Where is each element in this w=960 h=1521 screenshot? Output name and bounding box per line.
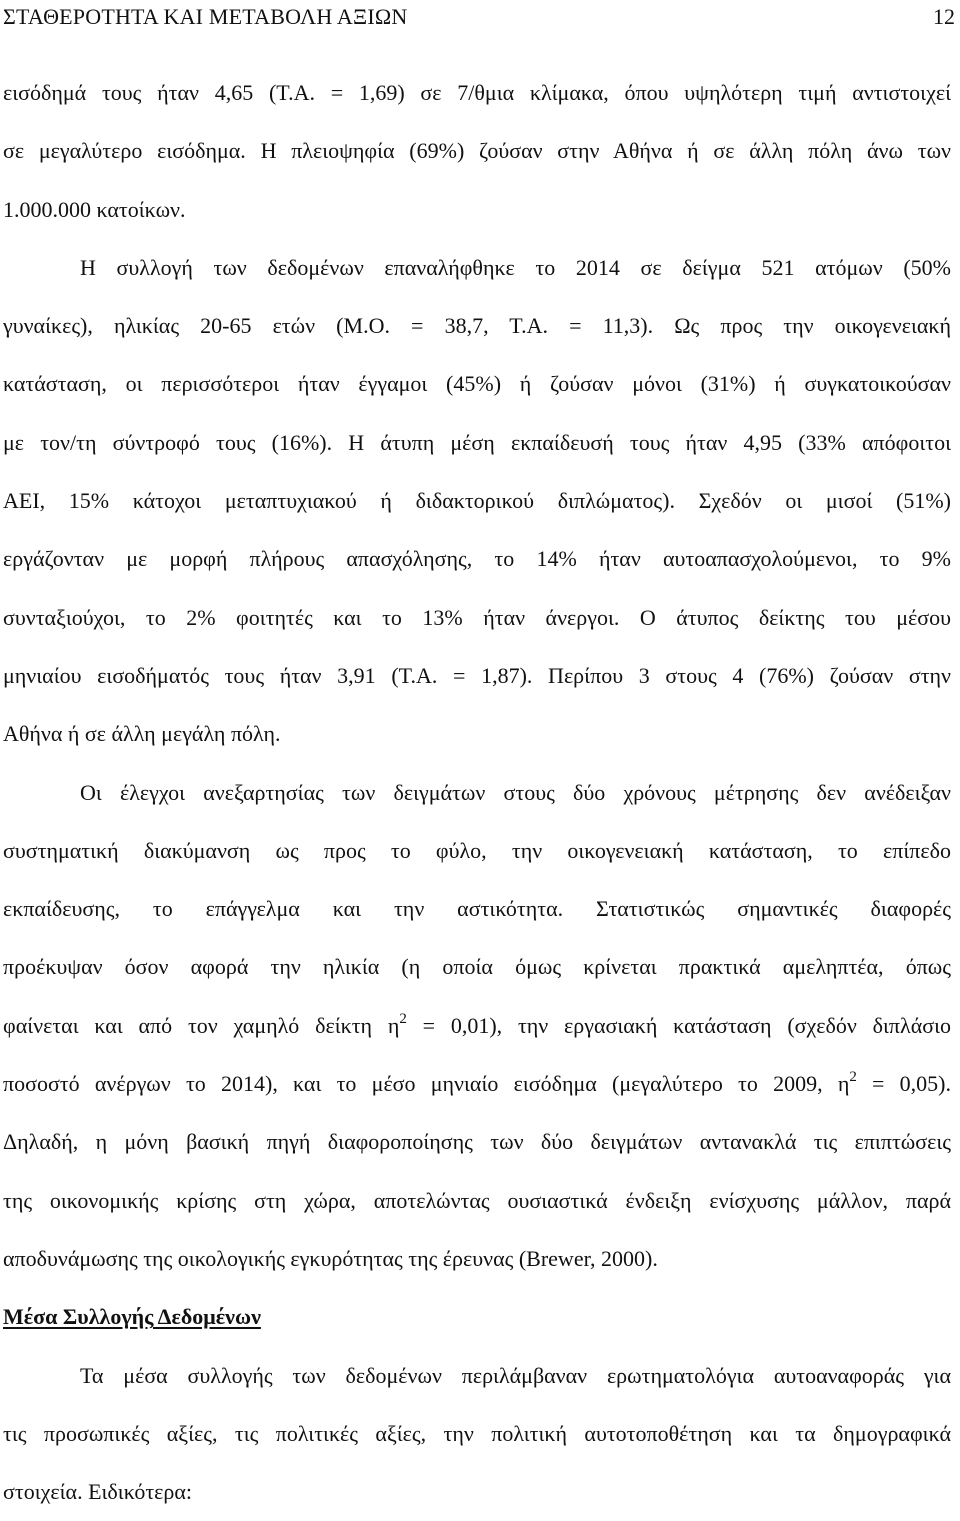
- text-line: εισόδημά τους ήταν 4,65 (Τ.Α. = 1,69) σε 7/θμια κλίμακα, όπου υψηλότερη τιμή αντιστοιχεί: [3, 80, 951, 105]
- superscript: 2: [849, 1069, 857, 1086]
- text-line: 1.000.000 κατοίκων.: [3, 196, 186, 222]
- page-number: 12: [933, 4, 955, 29]
- text-line: συνταξιούχοι, το 2% φοιτητές και το 13% ήταν άνεργοι. Ο άτυπος δείκτης του μέσου: [3, 604, 951, 630]
- text-line: σε μεγαλύτερο εισόδημα. Η πλειοψηφία (69%) ζούσαν στην Αθήνα ή σε άλλη πόλη άνω των: [3, 138, 951, 164]
- text-segment: = 0,05).: [856, 1071, 951, 1097]
- running-title: ΣΤΑΘΕΡΟΤΗΤΑ ΚΑΙ ΜΕΤΑΒΟΛΗ ΑΞΙΩΝ: [3, 4, 408, 29]
- text-line-with-superscript: [3, 1055, 951, 1113]
- text-line: μηνιαίου εισοδήματός τους ήταν 3,91 (Τ.Α. = 1,87). Περίπου 3 στους 4 (76%) ζούσαν στην: [3, 662, 951, 688]
- text-line: Τα μέσα συλλογής των δεδομένων περιλάμβαναν ερωτηματολόγια αυτοαναφοράς για: [80, 1362, 951, 1388]
- running-header: [3, 0, 955, 36]
- text-line: αποδυνάμωσης της οικολογικής εγκυρότητας της έρευνας (Brewer, 2000).: [3, 1245, 658, 1271]
- text-segment: = 0,01), την εργασιακή κατάσταση (σχεδόν διπλάσιο: [406, 1012, 951, 1038]
- text-line: εργάζονταν με μορφή πλήρους απασχόλησης, το 14% ήταν αυτοαπασχολούμενοι, το 9%: [3, 546, 951, 572]
- text-segment: φαίνεται και από τον χαμηλό δείκτη η: [3, 1012, 400, 1038]
- text-line: της οικονομικής κρίσης στη χώρα, αποτελώντας ουσιαστικά ένδειξη ενίσχυσης μάλλον, παρά: [3, 1187, 951, 1213]
- text-line: Δηλαδή, η μόνη βασική πηγή διαφοροποίησης των δύο δειγμάτων αντανακλά τις επιπτώσεις: [3, 1129, 951, 1155]
- text-line: προέκυψαν όσον αφορά την ηλικία (η οποία όμως κρίνεται πρακτικά αμεληπτέα, όπως: [3, 954, 951, 980]
- text-line: τις προσωπικές αξίες, τις πολιτικές αξίες, την πολιτική αυτοτοποθέτηση και τα δημογραφικά: [3, 1420, 951, 1446]
- text-segment: ποσοστό ανέργων το 2014), και το μέσο μηνιαίο εισόδημα (μεγαλύτερο το 2009, η: [3, 1071, 850, 1097]
- text-line-with-superscript: [3, 997, 951, 1055]
- text-line: Η συλλογή των δεδομένων επαναλήφθηκε το 2014 σε δείγμα 521 ατόμων (50%: [80, 254, 951, 280]
- text-line: Αθήνα ή σε άλλη μεγάλη πόλη.: [3, 721, 281, 747]
- text-line: με τον/τη σύντροφό τους (16%). Η άτυπη μέση εκπαίδευσή τους ήταν 4,95 (33% απόφοιτοι: [3, 429, 951, 455]
- superscript: 2: [399, 1010, 407, 1027]
- text-line: ΑΕΙ, 15% κάτοχοι μεταπτυχιακού ή διδακτορικού διπλώματος). Σχεδόν οι μισοί (51%): [3, 488, 951, 514]
- text-line: στοιχεία. Ειδικότερα:: [3, 1479, 193, 1505]
- text-line: Οι έλεγχοι ανεξαρτησίας των δειγμάτων στους δύο χρόνους μέτρησης δεν ανέδειξαν: [80, 779, 951, 805]
- text-line: συστηματική διακύμανση ως προς το φύλο, την οικογενειακή κατάσταση, το επίπεδο: [3, 837, 951, 863]
- text-line: εκπαίδευσης, το επάγγελμα και την αστικότητα. Στατιστικώς σημαντικές διαφορές: [3, 896, 951, 922]
- text-line: γυναίκες), ηλικίας 20-65 ετών (Μ.Ο. = 38,7, Τ.Α. = 11,3). Ως προς την οικογενειακή: [3, 313, 951, 339]
- text-line: κατάσταση, οι περισσότεροι ήταν έγγαμοι (45%) ή ζούσαν μόνοι (31%) ή συγκατοικούσαν: [3, 371, 951, 397]
- section-heading: Μέσα Συλλογής Δεδομένων: [3, 1304, 261, 1330]
- body-text: [3, 64, 951, 1521]
